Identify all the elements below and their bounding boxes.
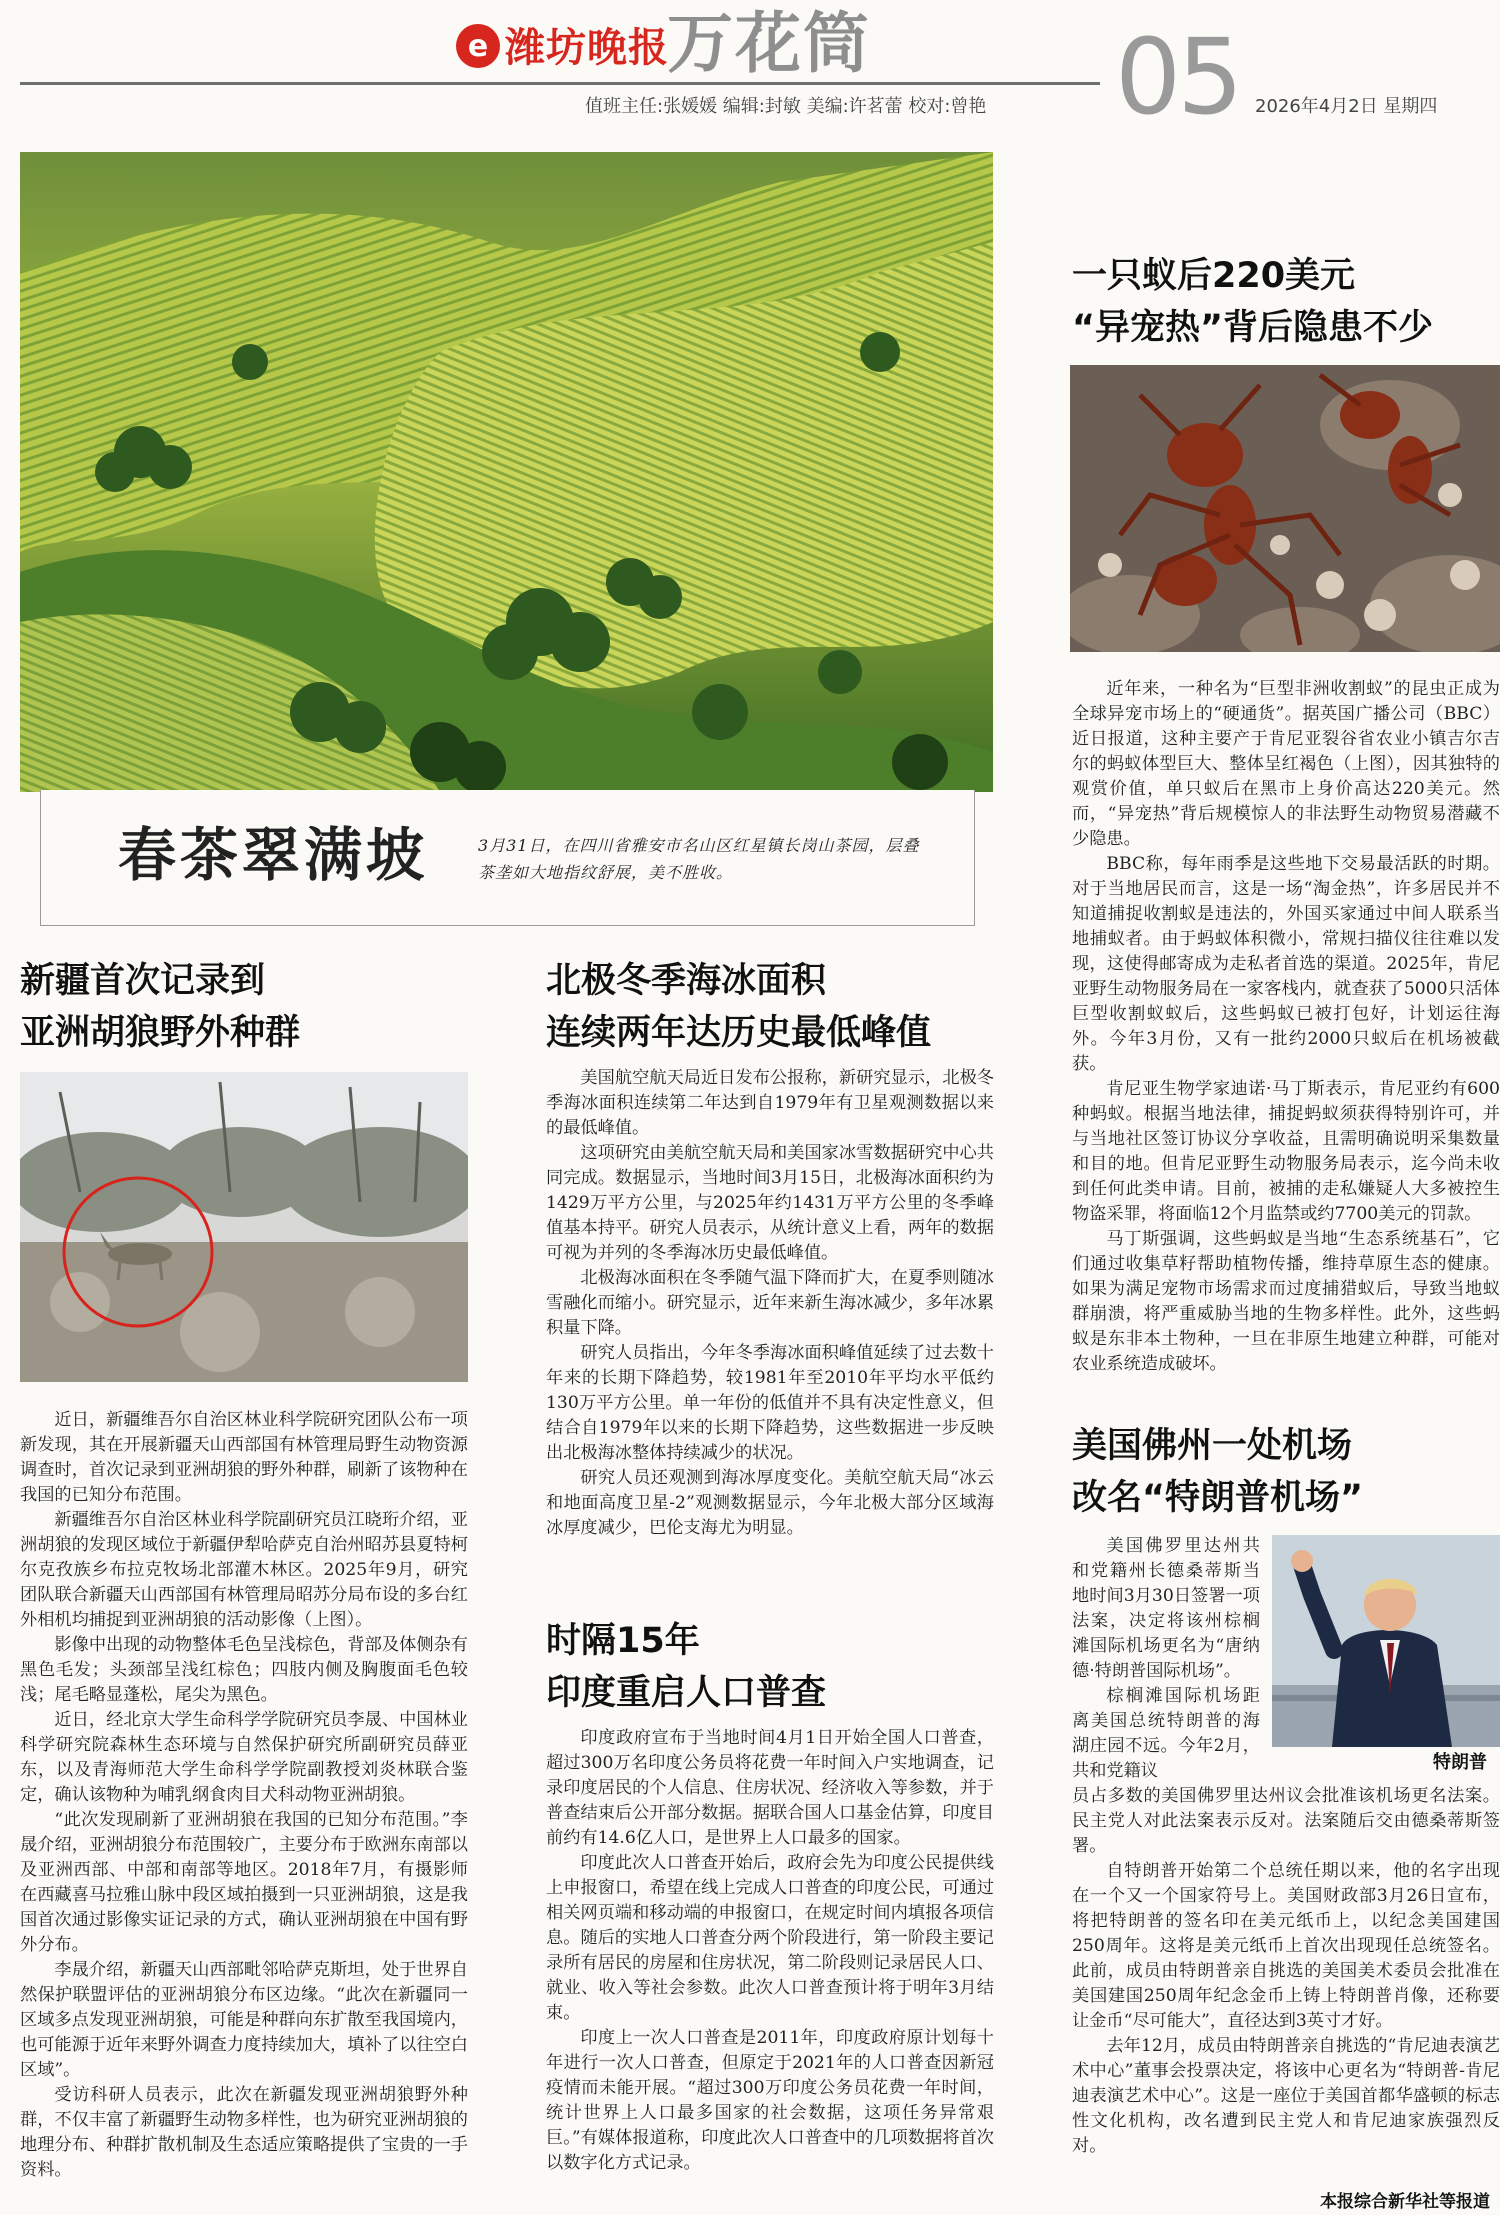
arctic-headline [546, 955, 931, 1059]
trump-photo [1272, 1535, 1500, 1747]
airport-body-narrow [1072, 1534, 1260, 1784]
ants-body [1072, 677, 1500, 1377]
issue-date: 2026年4月2日 星期四 [1255, 96, 1438, 117]
arctic-paragraph: 研究人员指出，今年冬季海冰面积峰值延续了过去数十年来的长期下降趋势，较1981年至2010年平均水平低约130万平方公里。单一年份的低值并不具有决定性意义，但结合自1979年以来的长期下降趋势，这些数据进一步反映出北极海冰整体持续减少的状况。 [546, 1343, 994, 1463]
masthead-rule [20, 82, 1100, 85]
airport-paragraph: 员占多数的美国佛罗里达州议会批准该机场更名法案。民主党人对此法案表示反对。法案随后交由德桑蒂斯签署。 [1072, 1786, 1500, 1856]
editor-credits: 值班主任:张媛媛 编辑:封敏 美编:许茗蕾 校对:曾艳 [585, 96, 987, 117]
photo-caption-title: 春茶翠满坡 [118, 821, 429, 889]
wolf-headline [20, 955, 300, 1059]
wolf-paragraph: “此次发现刷新了亚洲胡狼在我国的已知分布范围。”李晟介绍，亚洲胡狼分布范围较广，主要分布于欧洲东南部以及亚洲西部、中部和南部等地区。2018年7月，有摄影师在西藏喜马拉雅山脉中段区域拍摄到一只亚洲胡狼，这是我国首次通过影像实证记录的方式，确认亚洲胡狼在中国有野外分布。 [20, 1810, 468, 1955]
india-paragraph: 印度上一次人口普查是2011年，印度政府原计划每十年进行一次人口普查，但原定于2021年的人口普查因新冠疫情而未能开展。“超过300万印度公务员花费一年时间，统计世界上人口最多国家的社会数据，这项任务异常艰巨。”有媒体报道称，印度此次人口普查中的几项数据将首次以数字化方式记录。 [546, 2028, 994, 2173]
photo-caption-text: 3月31日，在四川省雅安市名山区红星镇长岗山茶园，层叠茶垄如大地指纹舒展，美不胜收。 [478, 836, 920, 882]
page-number: 05 [1115, 16, 1240, 138]
india-paragraph: 印度此次人口普查开始后，政府会先为印度公民提供线上申报窗口，希望在线上完成人口普查的印度公民，可通过相关网页端和移动端的申报窗口，在规定时间内填报各项信息。随后的实地人口普查分两个阶段进行，第一阶段主要记录所有居民的房屋和住房状况，第二阶段则记录居民人口、就业、收入等社会参数。此次人口普查预计将于明年3月结束。 [546, 1853, 994, 2023]
ants-headline-line2: “异宠热”背后隐患不少 [1072, 308, 1434, 348]
arctic-paragraph: 北极海冰面积在冬季随气温下降而扩大，在夏季则随冰雪融化而缩小。研究显示，近年来新生海冰减少，多年冰累积量下降。 [546, 1268, 994, 1338]
ants-headline [1072, 250, 1433, 354]
arctic-paragraph: 研究人员还观测到海冰厚度变化。美航空航天局“冰云和地面高度卫星-2”观测数据显示，今年北极大部分区域海冰厚度减少，巴伦支海尤为明显。 [546, 1468, 994, 1538]
newspaper-logo-icon: e [456, 24, 500, 68]
india-body [546, 1726, 994, 2176]
wolf-body [20, 1408, 468, 2183]
airport-paragraph: 去年12月，成员由特朗普亲自挑选的“肯尼迪表演艺术中心”董事会投票决定，将该中心更名为“特朗普-肯尼迪表演艺术中心”。这是一座位于美国首都华盛顿的标志性文化机构，改名遭到民主党人和肯尼迪家族强烈反对。 [1072, 2036, 1500, 2156]
ants-paragraph: 马丁斯强调，这些蚂蚁是当地“生态系统基石”，它们通过收集草籽帮助植物传播，维持草原生态的健康。如果为满足宠物市场需求而过度捕猎蚁后，导致当地蚁群崩溃，将严重威胁当地的生物多样性。此外，这些蚂蚁是东非本土物种，一旦在非原生地建立种群，可能对农业系统造成破坏。 [1072, 1229, 1500, 1374]
ants-headline-line1: 一只蚁后220美元 [1072, 256, 1356, 296]
india-headline [546, 1615, 826, 1719]
arctic-body [546, 1066, 994, 1541]
airport-headline-line1: 美国佛州一处机场 [1072, 1426, 1353, 1466]
airport-paragraph: 自特朗普开始第二个总统任期以来，他的名字出现在一个又一个国家符号上。美国财政部3月26日宣布，将把特朗普的签名印在美元纸币上，以纪念美国建国250周年。这将是美元纸币上首次出现现任总统签名。此前，成员由特朗普亲自挑选的美国美术委员会批准在美国建国250周年纪念金币上铸上特朗普肖像，还称要让金币“尽可能大”，直径达到3英寸才好。 [1072, 1861, 1500, 2031]
wolf-headline-line1: 新疆首次记录到 [20, 961, 266, 1001]
airport-paragraph: 棕榈滩国际机场距离美国总统特朗普的海湖庄园不远。今年2月，共和党籍议 [1072, 1686, 1260, 1781]
wolf-paragraph: 近日，经北京大学生命科学学院研究员李晟、中国林业科学研究院森林生态环境与自然保护研究所副研究员薛亚东，以及青海师范大学生命科学学院副教授刘炎林联合鉴定，确认该物种为哺乳纲食肉目犬科动物亚洲胡狼。 [20, 1710, 468, 1805]
section-title: 万花筒 [667, 5, 871, 82]
india-headline-line2: 印度重启人口普查 [546, 1673, 827, 1713]
india-headline-line1: 时隔15年 [546, 1621, 700, 1661]
newspaper-name: 潍坊晚报 [505, 25, 669, 71]
wolf-paragraph: 近日，新疆维吾尔自治区林业科学院研究团队公布一项新发现，其在开展新疆天山西部国有林管理局野生动物资源调查时，首次记录到亚洲胡狼的野外种群，刷新了该物种在我国的已知分布范围。 [20, 1410, 468, 1505]
ants-paragraph: 近年来，一种名为“巨型非洲收割蚁”的昆虫正成为全球异宠市场上的“硬通货”。据英国广播公司（BBC）近日报道，这种主要产于肯尼亚裂谷省农业小镇吉尔吉尔的蚂蚁体型巨大、整体呈红褐色（上图），因其独特的观赏价值，单只蚁后在黑市上身价高达220美元。然而，“异宠热”背后规模惊人的非法野生动物贸易潜藏不少隐患。 [1072, 679, 1500, 849]
ants-paragraph: BBC称，每年雨季是这些地下交易最活跃的时期。对于当地居民而言，这是一场“淘金热”，许多居民并不知道捕捉收割蚁是违法的，外国买家通过中间人联系当地捕蚁者。由于蚂蚁体积微小，常规扫描仪往往难以发现，这使得邮寄成为走私者首选的渠道。2025年，肯尼亚野生动物服务局在一家客栈内，就查获了5000只活体巨型收割蚁蚁后，这些蚂蚁已被打包好，计划运往海外。今年3月份，又有一批约2000只蚁后在机场被截获。 [1072, 854, 1500, 1074]
trump-photo-label: 特朗普 [1433, 1752, 1487, 1773]
arctic-headline-line1: 北极冬季海冰面积 [546, 961, 827, 1001]
arctic-paragraph: 美国航空航天局近日发布公报称，新研究显示，北极冬季海冰面积连续第二年达到自1979年有卫星观测数据以来的最低峰值。 [546, 1068, 994, 1138]
airport-body [1072, 1784, 1500, 2159]
wolf-paragraph: 影像中出现的动物整体毛色呈浅棕色，背部及体侧杂有黑色毛发；头颈部呈浅红棕色；四肢内侧及胸腹面毛色较浅；尾毛略显蓬松，尾尖为黑色。 [20, 1635, 468, 1705]
tea-garden-photo [20, 152, 993, 792]
jackal-camera-photo [20, 1072, 468, 1382]
wolf-headline-line2: 亚洲胡狼野外种群 [20, 1013, 301, 1053]
arctic-headline-line2: 连续两年达历史最低峰值 [546, 1013, 932, 1053]
airport-paragraph: 美国佛罗里达州共和党籍州长德桑蒂斯当地时间3月30日签署一项法案，决定将该州棕榈滩国际机场更名为“唐纳德·特朗普国际机场”。 [1072, 1536, 1260, 1681]
wolf-paragraph: 新疆维吾尔自治区林业科学院副研究员江晓珩介绍，亚洲胡狼的发现区域位于新疆伊犁哈萨克自治州昭苏县夏特柯尔克孜族乡布拉克牧场北部灌木林区。2025年9月，研究团队联合新疆天山西部国有林管理局昭苏分局布设的多台红外相机均捕捉到亚洲胡狼的活动影像（上图）。 [20, 1510, 468, 1630]
wolf-paragraph: 李晟介绍，新疆天山西部毗邻哈萨克斯坦，处于世界自然保护联盟评估的亚洲胡狼分布区边缘。“此次在新疆同一区域多点发现亚洲胡狼，可能是种群向东扩散至我国境内，也可能源于近年来野外调查力度持续加大，填补了以往空白区域”。 [20, 1960, 468, 2080]
airport-headline [1072, 1420, 1363, 1524]
source-credit: 本报综合新华社等报道 [1320, 2192, 1490, 2212]
ants-paragraph: 肯尼亚生物学家迪诺·马丁斯表示，肯尼亚约有600种蚂蚁。根据当地法律，捕捉蚂蚁须获得特别许可，并与当地社区签订协议分享收益，且需明确说明采集数量和目的地。但肯尼亚野生动物服务局表示，迄今尚未收到任何此类申请。目前，被捕的走私嫌疑人大多被控生物盗采罪，将面临12个月监禁或约7700美元的罚款。 [1072, 1079, 1500, 1224]
ants-photo [1070, 365, 1500, 652]
wolf-paragraph: 受访科研人员表示，此次在新疆发现亚洲胡狼野外种群，不仅丰富了新疆野生动物多样性，也为研究亚洲胡狼的地理分布、种群扩散机制及生态适应策略提供了宝贵的一手资料。 [20, 2085, 468, 2180]
india-paragraph: 印度政府宣布于当地时间4月1日开始全国人口普查，超过300万名印度公务员将花费一年时间入户实地调查，记录印度居民的个人信息、住房状况、经济收入等参数，并于普查结束后公开部分数据。据联合国人口基金估算，印度目前约有14.6亿人口，是世界上人口最多的国家。 [546, 1728, 994, 1848]
arctic-paragraph: 这项研究由美航空航天局和美国家冰雪数据研究中心共同完成。数据显示，当地时间3月15日，北极海冰面积约为1429万平方公里，与2025年约1431万平方公里的冬季峰值基本持平。研究人员表示，从统计意义上看，两年的数据可视为并列的冬季海冰历史最低峰值。 [546, 1143, 994, 1263]
airport-headline-line2: 改名“特朗普机场” [1072, 1478, 1364, 1518]
